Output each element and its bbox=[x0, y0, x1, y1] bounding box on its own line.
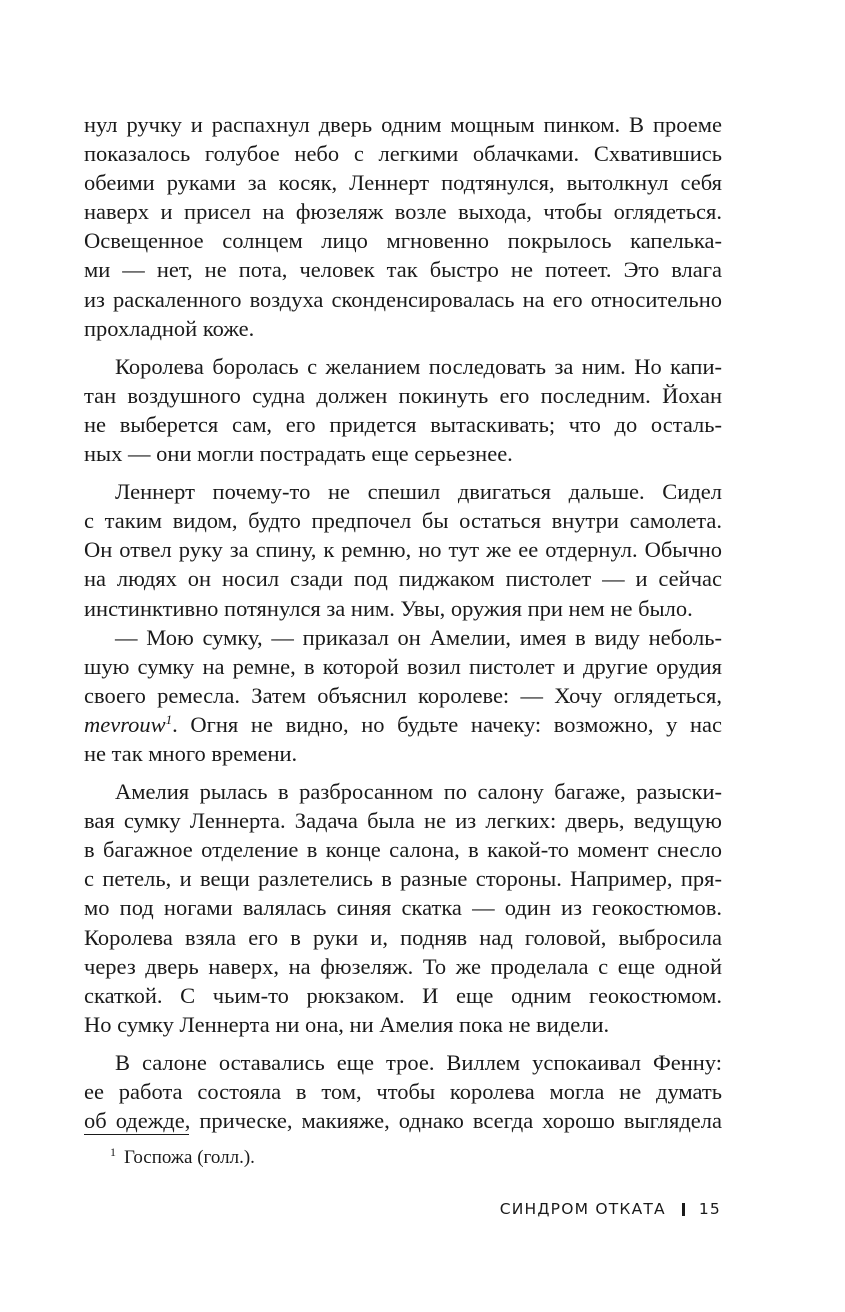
text-line: ных — они могли пострадать еще серьезнее. bbox=[84, 441, 513, 467]
text-line: не выберется сам, его придется вытаскивать; что до осталь- bbox=[84, 411, 722, 437]
text-line: Но сумку Леннерта ни она, ни Амелия пока не видели. bbox=[84, 1011, 610, 1037]
text-line: не так много времени. bbox=[84, 740, 298, 766]
paragraph-2 bbox=[84, 352, 722, 468]
page-number: 15 bbox=[698, 1200, 721, 1218]
footnote-reference: 1 bbox=[165, 711, 173, 727]
text-line: своего ремесла. Затем объяснил королеве: — Хочу оглядеться, bbox=[84, 682, 722, 708]
text-line: инстинктивно потянулся за ним. Увы, оружия при нем не было. bbox=[84, 595, 693, 621]
text-segment: . Огня не видно, но будьте начеку: возможно, у нас bbox=[172, 711, 722, 737]
text-line: из раскаленного воздуха сконденсировалась на его относительно bbox=[84, 286, 722, 312]
paragraph-1 bbox=[84, 110, 722, 343]
text-line: прохладной коже. bbox=[84, 315, 255, 341]
text-line: нул ручку и распахнул дверь одним мощным пинком. В проеме bbox=[84, 112, 722, 137]
text-line: тан воздушного судна должен покинуть его последним. Йохан bbox=[84, 382, 722, 408]
foreign-word: mevrouw bbox=[84, 711, 166, 737]
text-line: скаткой. С чьим-то рюкзаком. И еще одним геокостюмом. bbox=[84, 982, 722, 1008]
text-line: через дверь наверх, на фюзеляж. То же проделала с еще одной bbox=[84, 953, 722, 979]
text-line: Королева взяла его в руки и, подняв над головой, выбросила bbox=[84, 924, 722, 950]
text-line: на людях он носил сзади под пиджаком пистолет — и сейчас bbox=[84, 566, 722, 592]
text-line: Освещенное солнцем лицо мгновенно покрылось капелька- bbox=[84, 228, 722, 254]
text-line: обеими руками за косяк, Леннерт подтянулся, вытолкнул себя bbox=[84, 170, 722, 196]
body-text bbox=[84, 110, 722, 1135]
text-line: с петель, и вещи разлетелись в разные стороны. Например, пря- bbox=[84, 866, 722, 892]
text-line: ми — нет, не пота, человек так быстро не потеет. Это влага bbox=[84, 257, 722, 283]
footnote-mark: 1 bbox=[110, 1145, 116, 1159]
text-line: наверх и присел на фюзеляж возле выхода, чтобы оглядеться. bbox=[84, 199, 722, 225]
text-line: Леннерт почему-то не спешил двигаться дальше. Сидел bbox=[115, 479, 722, 505]
text-line: Амелия рылась в разбросанном по салону багаже, разыски- bbox=[115, 779, 722, 805]
footnote-divider bbox=[84, 1134, 189, 1135]
text-line: вая сумку Леннерта. Задача была не из легких: дверь, ведущую bbox=[84, 808, 722, 834]
paragraph-3 bbox=[84, 477, 722, 622]
running-footer bbox=[500, 1200, 721, 1218]
text-line: шую сумку на ремне, в которой возил пистолет и другие орудия bbox=[84, 653, 722, 679]
footer-separator bbox=[682, 1203, 685, 1216]
text-line: В салоне оставались еще трое. Виллем успокаивал Фенну: bbox=[115, 1049, 722, 1075]
footnote-text: Госпожа (голл.). bbox=[124, 1147, 255, 1168]
text-line: — Мою сумку, — приказал он Амелии, имея в виду неболь- bbox=[115, 624, 722, 650]
footnote bbox=[110, 1145, 255, 1169]
text-line: Он отвел руку за спину, к ремню, но тут же ее отдернул. Обычно bbox=[84, 537, 722, 563]
paragraph-4 bbox=[84, 623, 722, 768]
text-line: мо под ногами валялась синяя скатка — один из геокостюмов. bbox=[84, 895, 722, 921]
paragraph-6 bbox=[84, 1048, 722, 1135]
paragraph-5 bbox=[84, 777, 722, 1039]
text-line: ее работа состояла в том, чтобы королева могла не думать bbox=[84, 1079, 722, 1104]
text-line: с таким видом, будто предпочел бы остаться внутри самолета. bbox=[84, 508, 722, 534]
text-line: об одежде, прическе, макияже, однако всегда хорошо выглядела bbox=[84, 1108, 722, 1134]
running-title: СИНДРОМ ОТКАТА bbox=[499, 1200, 666, 1218]
text-line: в багажное отделение в конце салона, в какой-то момент снесло bbox=[84, 837, 722, 863]
text-line: показалось голубое небо с легкими облачками. Схватившись bbox=[84, 141, 722, 167]
text-line-with-footnote bbox=[84, 710, 722, 739]
text-line: Королева боролась с желанием последовать за ним. Но капи- bbox=[115, 353, 722, 379]
